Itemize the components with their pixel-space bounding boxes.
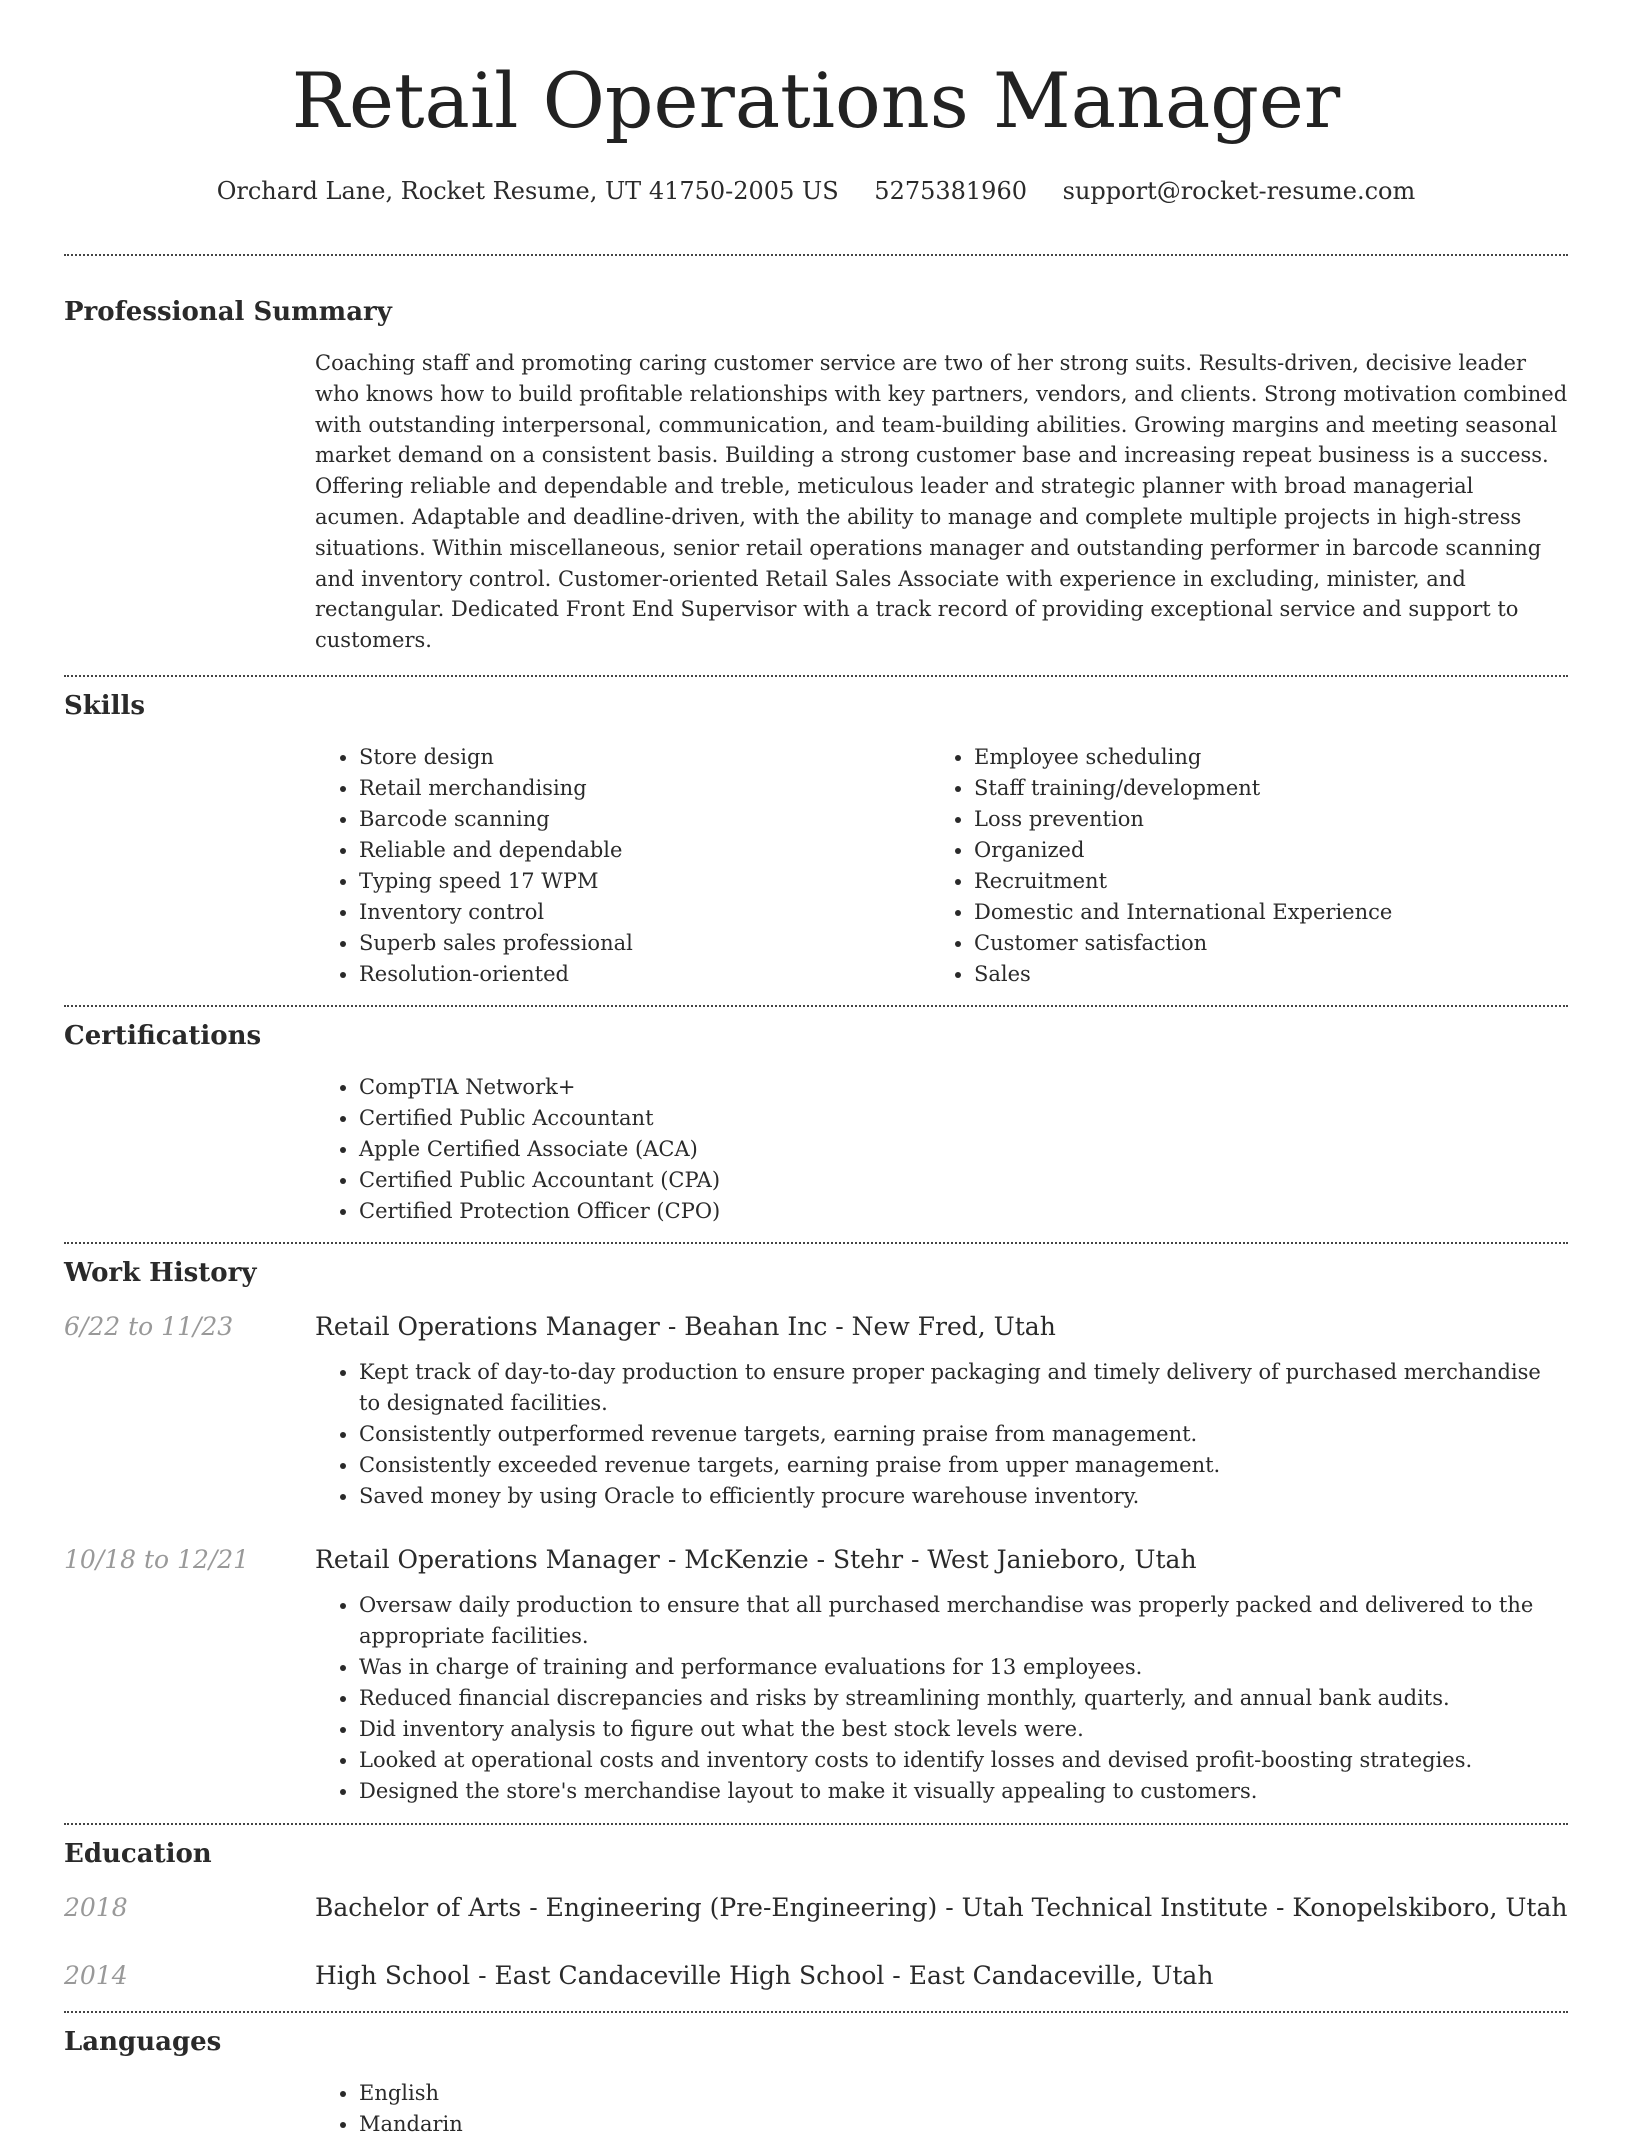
language-item: • English xyxy=(359,2078,1568,2109)
certification-item: • Apple Certified Associate (ACA) xyxy=(359,1134,1568,1165)
languages-list xyxy=(315,2078,1568,2140)
skill-item: • Sales xyxy=(974,959,1545,990)
education-entry xyxy=(64,1891,1568,1925)
skill-item: • Superb sales professional xyxy=(359,928,930,959)
education-heading: Bachelor of Arts - Engineering (Pre-Engineering) - Utah Technical Institute - Konopelskiboro, Utah xyxy=(315,1892,1568,1922)
job-bullet: • Saved money by using Oracle to efficiently procure warehouse inventory. xyxy=(359,1481,1568,1512)
certifications-section xyxy=(64,1007,1568,1227)
job-bullet: • Consistently exceeded revenue targets, earning praise from upper management. xyxy=(359,1450,1568,1481)
job-bullet: • Oversaw daily production to ensure that all purchased merchandise was properly packed and delivered to the appropriate facilities. xyxy=(359,1590,1568,1652)
job-bullet: • Consistently outperformed revenue targets, earning praise from management. xyxy=(359,1419,1568,1450)
skill-item: • Employee scheduling xyxy=(974,742,1545,773)
skill-item: • Organized xyxy=(974,835,1545,866)
summary-text: Coaching staff and promoting caring customer service are two of her strong suits. Results-driven, decisive leader who knows how to build profitable relationships with key partners, vendors, and clients. Strong motivation combined with outstanding interpersonal, communication, and team-building abilities. Growing margins and meeting seasonal market demand on a consistent basis. Building a strong customer base and increasing repeat business is a success. Offering reliable and dependable and treble, meticulous leader and strategic planner with broad managerial acumen. Adaptable and deadline-driven, with the ability to manage and complete multiple projects in high-stress situations. Within miscellaneous, senior retail operations manager and outstanding performer in barcode scanning and inventory control. Customer-oriented Retail Sales Associate with experience in excluding, minister, and rectangular. Dedicated Front End Supervisor with a track record of providing exceptional service and support to customers. xyxy=(315,351,1568,653)
skills-list-left xyxy=(315,742,930,990)
work-title: Work History xyxy=(64,1257,257,1288)
skill-item: • Barcode scanning xyxy=(359,804,930,835)
job-bullet: • Did inventory analysis to figure out what the best stock levels were. xyxy=(359,1714,1568,1745)
contact-address: Orchard Lane, Rocket Resume, UT 41750-2005 US xyxy=(216,177,839,205)
skills-section xyxy=(64,677,1568,990)
job-bullets xyxy=(315,1357,1568,1512)
job-dates: 10/18 to 12/21 xyxy=(64,1544,250,1574)
skill-item: • Typing speed 17 WPM xyxy=(359,866,930,897)
job-bullet: • Reduced financial discrepancies and risks by streamlining monthly, quarterly, and annual bank audits. xyxy=(359,1683,1568,1714)
skill-item: • Retail merchandising xyxy=(359,773,930,804)
skill-item: • Recruitment xyxy=(974,866,1545,897)
resume-name: Retail Operations Manager xyxy=(291,56,1341,145)
certification-item: • Certified Public Accountant xyxy=(359,1103,1568,1134)
resume-page xyxy=(64,0,1568,2140)
language-item: • Mandarin xyxy=(359,2109,1568,2140)
certification-item: • CompTIA Network+ xyxy=(359,1072,1568,1103)
job-heading: Retail Operations Manager - McKenzie - Stehr - West Janieboro, Utah xyxy=(315,1544,1197,1574)
certifications-list xyxy=(315,1072,1568,1227)
skill-item: • Domestic and International Experience xyxy=(974,897,1545,928)
skills-list-right xyxy=(930,742,1545,990)
job-heading: Retail Operations Manager - Beahan Inc - New Fred, Utah xyxy=(315,1311,1056,1341)
certification-item: • Certified Protection Officer (CPO) xyxy=(359,1196,1568,1227)
education-year: 2018 xyxy=(64,1892,128,1922)
contact-line xyxy=(64,176,1568,206)
job-bullet: • Looked at operational costs and inventory costs to identify losses and devised profit-boosting strategies. xyxy=(359,1745,1568,1776)
skill-item: • Resolution-oriented xyxy=(359,959,930,990)
contact-email: support@rocket-resume.com xyxy=(1062,177,1416,205)
skill-item: • Reliable and dependable xyxy=(359,835,930,866)
languages-title: Languages xyxy=(64,2026,222,2057)
education-title: Education xyxy=(64,1838,212,1869)
job-dates: 6/22 to 11/23 xyxy=(64,1311,234,1341)
contact-phone: 5275381960 xyxy=(874,177,1027,205)
education-entry xyxy=(64,1959,1568,1993)
skill-item: • Inventory control xyxy=(359,897,930,928)
skills-title: Skills xyxy=(64,690,146,721)
job-bullet: • Was in charge of training and performance evaluations for 13 employees. xyxy=(359,1652,1568,1683)
skill-item: • Loss prevention xyxy=(974,804,1545,835)
job-bullets xyxy=(315,1590,1568,1807)
skill-item: • Staff training/development xyxy=(974,773,1545,804)
skill-item: • Store design xyxy=(359,742,930,773)
summary-title: Professional Summary xyxy=(64,297,392,327)
education-heading: High School - East Candaceville High School - East Candaceville, Utah xyxy=(315,1960,1214,1990)
education-section xyxy=(64,1825,1568,1993)
work-section xyxy=(64,1244,1568,1807)
job-bullet: • Kept track of day-to-day production to ensure proper packaging and timely delivery of purchased merchandise to designated facilities. xyxy=(359,1357,1568,1419)
summary-section xyxy=(64,256,1568,656)
job-entry xyxy=(64,1310,1568,1512)
skill-item: • Customer satisfaction xyxy=(974,928,1545,959)
job-bullet: • Designed the store's merchandise layout to make it visually appealing to customers. xyxy=(359,1776,1568,1807)
job-entry xyxy=(64,1543,1568,1807)
languages-section xyxy=(64,2013,1568,2140)
education-year: 2014 xyxy=(64,1960,128,1990)
certification-item: • Certified Public Accountant (CPA) xyxy=(359,1165,1568,1196)
certifications-title: Certifications xyxy=(64,1020,262,1051)
